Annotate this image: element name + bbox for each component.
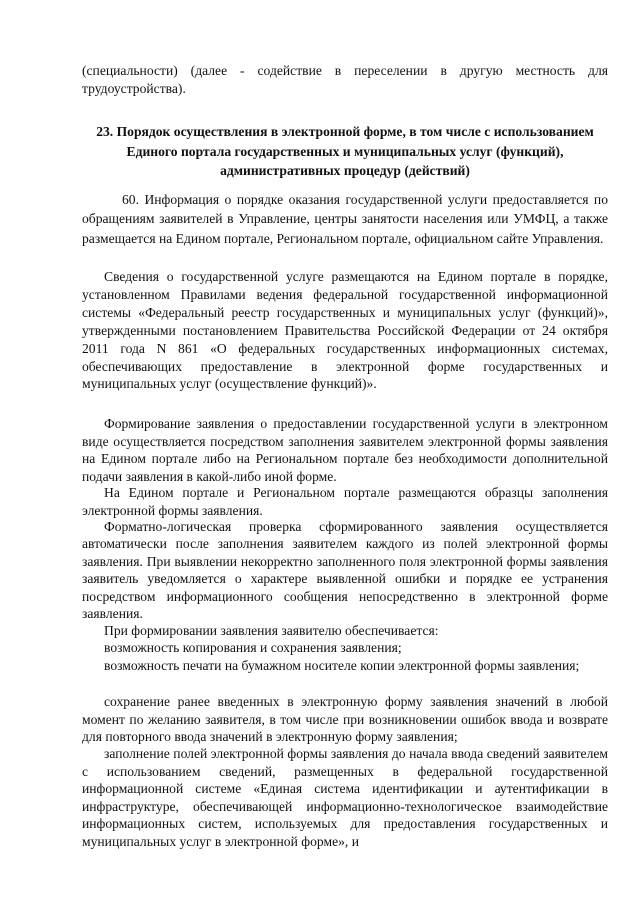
intro-paragraph: (специальности) (далее - содействие в переселении в другую местность для трудоустройства).	[82, 63, 608, 96]
paragraph-provided: При формировании заявления заявителю обеспечивается:	[104, 623, 439, 638]
section-title: 23. Порядок осуществления в электронной форме, в том числе с использованием Единого портала государственных и муниципальных услуг (функций), административных процедур (действий)	[96, 124, 594, 178]
paragraph-service-info: Сведения о государственной услуге размещаются на Едином портале в порядке, установленном Правилами ведения федеральной государственной информационной системы «Федеральный реестр государственных и муниципальных услуг (функций)», утвержденными постановлением Правительства Российской Федерации от 24 октября 2011 года N 861 «О федеральных государственных информационных системах, обеспечивающих предоставление в электронной форме государственных и муниципальных услуг (осуществление функций)».	[82, 269, 608, 392]
list-item-copy: возможность копирования и сохранения заявления;	[104, 640, 402, 655]
paragraph-format-check: Форматно-логическая проверка сформированного заявления осуществляется автоматически после заполнения заявителем каждого из полей электронной формы заявления. При выявлении некорректно заполненного поля электронной формы заявления заявитель уведомляется о характере выявленной ошибки и порядке ее устранения посредством информационного сообщения непосредственно в электронной форме заявления.	[82, 519, 608, 622]
paragraph-60: 60. Информация о порядке оказания государственной услуги предоставляется по обращениям заявителей в Управление, центры занятости населения или УМФЦ, а также размещается на Едином портале, Региональном портале, официальном сайте Управления.	[82, 192, 608, 246]
list-item-save: сохранение ранее введенных в электронную форму заявления значений в любой момент по желанию заявителя, в том числе при возникновении ошибок ввода и возврате для повторного ввода значений в электронную форму заявления;	[82, 694, 608, 745]
paragraph-form-creation: Формирование заявления о предоставлении государственной услуги в электронном виде осуществляется посредством заполнения заявителем электронной формы заявления на Едином портале либо на Региональном портале без необходимости дополнительной подачи заявления в какой-либо иной форме.	[82, 416, 608, 485]
list-item-fill: заполнение полей электронной формы заявления до начала ввода сведений заявителем с использованием сведений, размещенных в федеральной государственной информационной системе «Единая система идентификации и аутентификации в инфраструктуре, обеспечивающей информационно-технологическое взаимодействие информационных систем, используемых для предоставления государственных и муниципальных услуг в электронной форме», и	[82, 746, 608, 849]
paragraph-samples: На Едином портале и Региональном портале размещаются образцы заполнения электронной формы заявления.	[82, 485, 608, 518]
list-item-print: возможность печати на бумажном носителе копии электронной формы заявления;	[104, 658, 580, 673]
